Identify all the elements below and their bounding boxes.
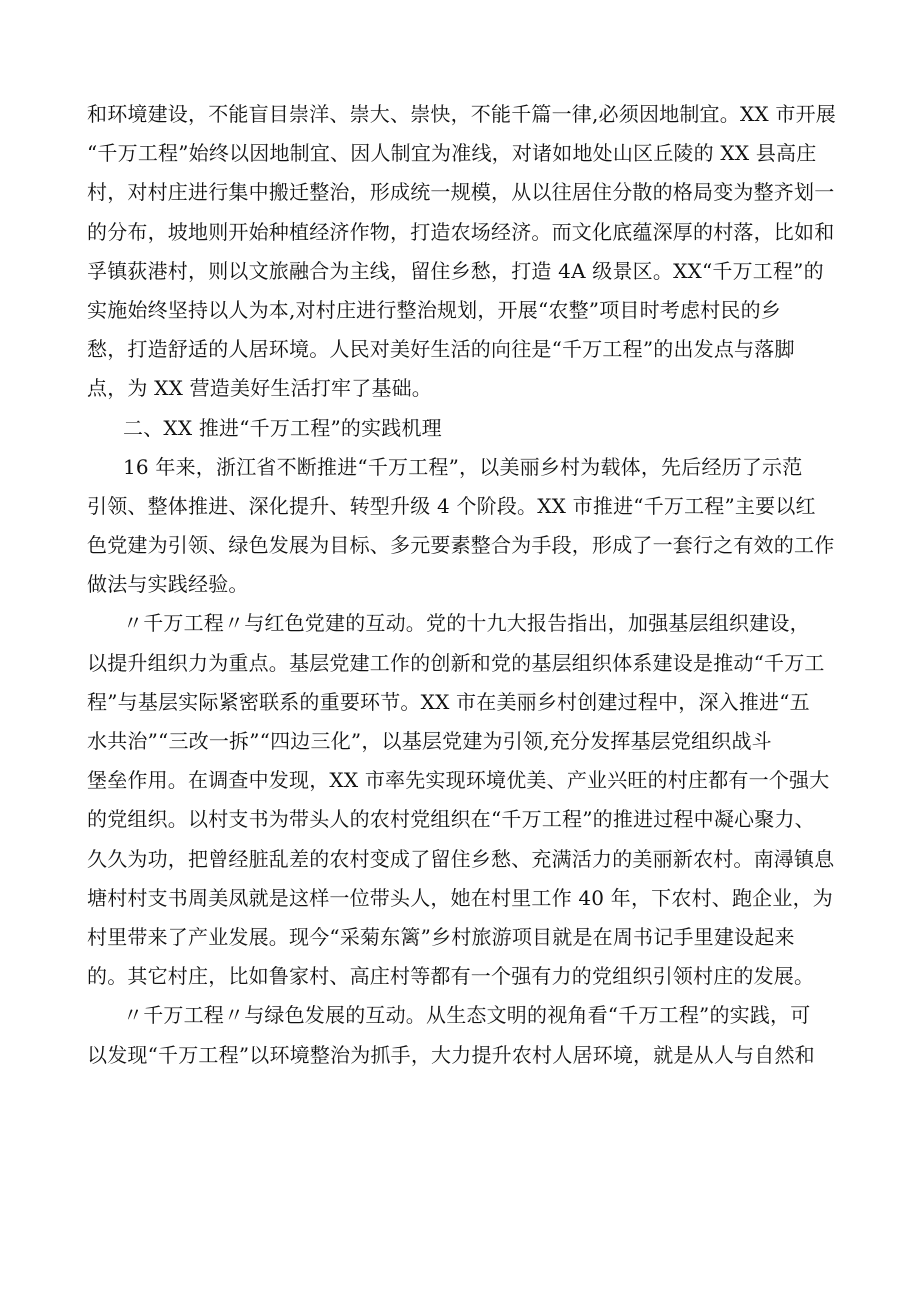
text-line: 16 年来，浙江省不断推进“千万工程”，以美丽乡村为载体，先后经历了示范: [123, 454, 803, 479]
text-line: 和环境建设，不能盲目崇洋、崇大、崇快，不能千篇一律,必须因地制宜。XX 市开展: [87, 102, 836, 126]
text-line: 色党建为引领、绿色发展为目标、多元要素整合为手段，形成了一套行之有效的工作: [87, 533, 835, 558]
text-line: 点，为 XX 营造美好生活打牢了基础。: [87, 376, 432, 401]
text-line: 实施始终坚持以人为本,对村庄进行整治规划，开展“农整”项目时考虑村民的乡: [87, 297, 782, 322]
text-line: 塘村村支书周美凤就是这样一位带头人，她在村里工作 40 年，下农村、跑企业，为: [87, 885, 833, 910]
text-line: 〃千万工程〃与红色党建的互动。党的十九大报告指出，加强基层组织建设，: [123, 611, 810, 636]
text-line: 孚镇荻港村，则以文旅融合为主线，留住乡愁，打造 4A 级景区。XX“千万工程”的: [87, 258, 824, 283]
text-line: 的。其它村庄，比如鲁家村、高庄村等都有一个强有力的党组织引领村庄的发展。: [87, 964, 815, 989]
text-line: 以发现“千万工程”以环境整治为抓手，大力提升农村人居环境，就是从人与自然和: [87, 1042, 815, 1067]
text-line: 做法与实践经验。: [87, 572, 249, 597]
text-line: 引领、整体推进、深化提升、转型升级 4 个阶段。XX 市推进“千万工程”主要以红: [87, 493, 816, 518]
text-line: 的党组织。以村支书为带头人的农村党组织在“千万工程”的推进过程中凝心聚力、: [87, 807, 815, 832]
text-line: 村，对村庄进行集中搬迁整治，形成统一规模，从以往居住分散的格局变为整齐划一: [87, 180, 835, 205]
paragraph-2: [87, 448, 864, 605]
paragraph-1: [87, 95, 864, 409]
text-line: 以提升组织力为重点。基层党建工作的创新和党的基层组织体系建设是推动“千万工: [87, 650, 825, 675]
paragraph-4: [87, 996, 864, 1074]
text-line: 〃千万工程〃与绿色发展的互动。从生态文明的视角看“千万工程”的实践，可: [123, 1003, 811, 1028]
paragraph-3: [87, 604, 864, 996]
text-line: 愁，打造舒适的人居环境。人民对美好生活的向往是“千万工程”的出发点与落脚: [87, 337, 795, 362]
text-line: 的分布，坡地则开始种植经济作物，打造农场经济。而文化底蕴深厚的村落，比如和: [87, 219, 835, 244]
text-line: “千万工程”始终以因地制宜、因人制宜为准线，对诸如地处山区丘陵的 XX 县高庄: [87, 141, 817, 166]
section-heading-2: [87, 409, 864, 448]
text-line: 程”与基层实际紧密联系的重要环节。XX 市在美丽乡村创建过程中，深入推进“五: [87, 689, 810, 714]
section-heading-text: 二、XX 推进“千万工程”的实践机理: [123, 415, 442, 440]
text-line: 村里带来了产业发展。现今“采菊东篱”乡村旅游项目就是在周书记手里建设起来: [87, 924, 795, 949]
text-line: 久久为功，把曾经脏乱差的农村变成了留住乡愁、充满活力的美丽新农村。南潯镇息: [87, 846, 835, 871]
text-line: 堡垒作用。在调查中发现，XX 市率先实现环境优美、产业兴旺的村庄都有一个强大: [87, 768, 830, 793]
text-line: 水共治”“三改一拆”“四边三化”，以基层党建为引领,充分发挥基层党组织战斗: [87, 729, 772, 753]
